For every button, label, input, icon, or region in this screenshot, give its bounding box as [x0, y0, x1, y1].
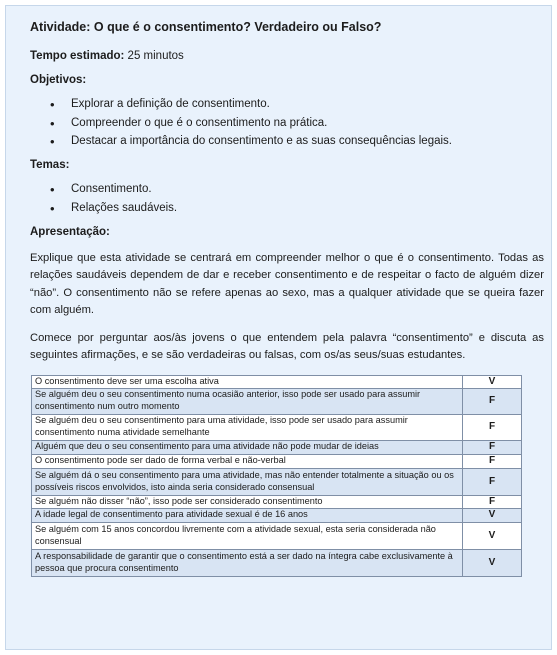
- statement-answer: V: [463, 508, 522, 522]
- list-item: • Compreender o que é o consentimento na prática.: [30, 117, 544, 129]
- table-row: [32, 522, 522, 549]
- table-row: [32, 375, 522, 388]
- statement-text: Se alguém não disser “não”, isso pode ser considerado consentimento: [32, 495, 463, 508]
- statement-answer: F: [463, 388, 522, 414]
- statement-text: Alguém que deu o seu consentimento para uma atividade não pode mudar de ideias: [32, 440, 463, 454]
- statement-answer: F: [463, 495, 522, 508]
- table-row: [32, 388, 522, 414]
- statement-text: Se alguém deu o seu consentimento numa ocasião anterior, isso pode ser usado para assumir consentimento num outro momento: [32, 388, 463, 414]
- list-item: • Consentimento.: [30, 183, 544, 195]
- statement-answer: F: [463, 440, 522, 454]
- instructions-paragraph: Comece por perguntar aos/às jovens o que entendem pela palavra “consentimento” e discuta as seguintes afirmações, e se são verdadeiras ou falsas, com os/as seus/suas estudantes.: [30, 331, 544, 361]
- table-row: [32, 414, 522, 440]
- table-row: [32, 508, 522, 522]
- statement-answer: F: [463, 468, 522, 495]
- estimated-time-value: 25 minutos: [124, 50, 184, 62]
- table-row: [32, 468, 522, 495]
- statement-answer: V: [463, 549, 522, 576]
- table-row: [32, 440, 522, 454]
- list-item: • Destacar a importância do consentimento e as suas consequências legais.: [30, 135, 544, 147]
- statement-text: Se alguém dá o seu consentimento para uma atividade, mas não entender totalmente a situação ou os possíveis riscos envolvidos, isto ainda seria considerado consensual: [32, 468, 463, 495]
- list-item: • Relações saudáveis.: [30, 202, 544, 214]
- activity-title: Atividade: O que é o consentimento? Verdadeiro ou Falso?: [30, 20, 382, 34]
- objectives-list: [30, 98, 544, 147]
- themes-list: [30, 183, 544, 214]
- statement-text: O consentimento deve ser uma escolha ativa: [32, 375, 463, 388]
- objectives-heading: Objetivos:: [30, 74, 87, 86]
- statements-table: [31, 375, 522, 577]
- presentation-heading: Apresentação:: [30, 225, 110, 238]
- statement-answer: F: [463, 454, 522, 468]
- statement-answer: V: [463, 375, 522, 388]
- presentation-paragraph: Explique que esta atividade se centrará em compreender melhor o que é o consentimento. Todas as relações saudáveis dependem de dar e receber consentimento e de respeitar o facto de alguém dizer “não”. O consentimento não se refere apenas ao sexo, mas a qualquer atividade que se queira fazer com alguém.: [30, 251, 544, 316]
- statement-text: A responsabilidade de garantir que o consentimento está a ser dado na íntegra cabe exclusivamente à pessoa que procura consentimento: [32, 549, 463, 576]
- estimated-time-label: Tempo estimado:: [30, 50, 125, 62]
- table-row: [32, 454, 522, 468]
- estimated-time: [30, 50, 544, 62]
- table-row: [32, 549, 522, 576]
- statement-answer: F: [463, 414, 522, 440]
- activity-card: [5, 5, 552, 650]
- statement-text: Se alguém deu o seu consentimento para uma atividade, isso pode ser usado para assumir consentimento numa atividade semelhante: [32, 414, 463, 440]
- statement-text: O consentimento pode ser dado de forma verbal e não-verbal: [32, 454, 463, 468]
- themes-heading: Temas:: [30, 159, 70, 171]
- list-item: • Explorar a definição de consentimento.: [30, 98, 544, 110]
- activity-content: [30, 20, 544, 577]
- statement-text: Se alguém com 15 anos concordou livremente com a atividade sexual, esta seria considerada não consensual: [32, 522, 463, 549]
- statement-text: A idade legal de consentimento para atividade sexual é de 16 anos: [32, 508, 463, 522]
- table-row: [32, 495, 522, 508]
- statement-answer: V: [463, 522, 522, 549]
